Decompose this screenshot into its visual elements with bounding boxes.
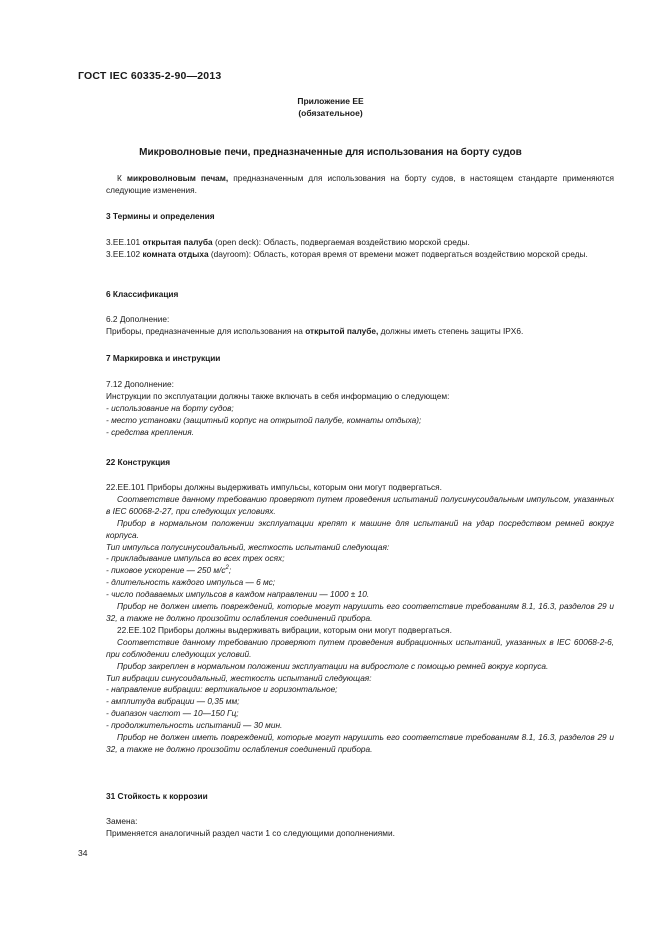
intro-post: предназначенным для использования на борту судов, в настоящем стандарте применяются следующие изменения. bbox=[106, 173, 614, 195]
annex-status: (обязательное) bbox=[298, 108, 363, 118]
s22-p14: - направление вибрации: вертикальное и горизонтальное; bbox=[106, 684, 338, 695]
def-101-number: 3.ЕЕ.101 bbox=[106, 237, 143, 247]
section-7-line-2: Инструкции по эксплуатации должны также включать в себя информацию о следующем: bbox=[106, 390, 450, 401]
def-102-text: (dayroom): Область, которая время от времени может подвергаться воздействию морской среды. bbox=[208, 248, 588, 259]
s22-p11: Соответствие данному требованию проверяют путем проведения вибрационных испытаний, указанных в IEC 60068-2-6, при соблюдении следующих условий. bbox=[106, 636, 614, 659]
s22-p10: 22.ЕЕ.102 Приборы должны выдерживать вибрации, которым они могут подвергаться. bbox=[117, 624, 452, 635]
s22-p12: Прибор закреплен в нормальном положении эксплуатации на вибростоле с помощью ремней вокруг корпуса. bbox=[117, 660, 549, 671]
s22-p1: 22.ЕЕ.101 Приборы должны выдерживать импульсы, которым они могут подвергаться. bbox=[106, 482, 442, 492]
s22-p6-end: ; bbox=[228, 565, 232, 576]
section-3-heading: 3 Термины и определения bbox=[106, 211, 215, 221]
section-31-body bbox=[106, 816, 614, 840]
section-7-line-1: 7.12 Дополнение: bbox=[106, 379, 174, 389]
section-6-line-2-bold: открытой палубе, bbox=[305, 325, 379, 336]
section-31-heading: 31 Стойкость к коррозии bbox=[106, 791, 208, 801]
s22-p18: Прибор не должен иметь повреждений, которые могут нарушить его соответствие требованиям 8.1, 16.3, разделов 29 и 32, а также не должно произойти ослабления соединений прибора. bbox=[106, 732, 614, 754]
s22-p17: - продолжительность испытаний — 30 мин. bbox=[106, 720, 283, 731]
intro-term: микроволновым печам, bbox=[126, 173, 229, 183]
document-header: ГОСТ IEC 60335-2-90—2013 bbox=[78, 70, 222, 82]
section-31-line-1: Замена: bbox=[106, 816, 138, 826]
intro-paragraph bbox=[106, 173, 614, 197]
section-7-line-3: - использование на борту судов; bbox=[106, 402, 234, 413]
main-title: Микроволновые печи, предназначенные для использования на борту судов bbox=[139, 147, 522, 158]
section-22-body bbox=[106, 482, 614, 756]
section-7-line-4: - место установки (защитный корпус на открытой палубе, комнаты отдыха); bbox=[106, 414, 422, 425]
section-3-definitions bbox=[106, 237, 614, 261]
s22-p7: - длительность каждого импульса — 6 мс; bbox=[106, 577, 276, 588]
section-7-heading: 7 Маркировка и инструкции bbox=[106, 353, 221, 363]
def-101-text: (open deck): Область, подвергаемая воздействию морской среды. bbox=[212, 237, 470, 247]
section-7-body bbox=[106, 379, 614, 439]
s22-p6-text: - пиковое ускорение — 250 м/с bbox=[106, 565, 226, 576]
section-22-heading: 22 Конструкция bbox=[106, 457, 171, 467]
section-6-line-2-pre: Приборы, предназначенные для использования на bbox=[106, 325, 306, 336]
section-6-line-1: 6.2 Дополнение: bbox=[106, 314, 170, 324]
s22-p6-sup: 2 bbox=[225, 565, 229, 572]
section-31-line-2: Применяется аналогичный раздел части 1 со следующими дополнениями. bbox=[106, 827, 395, 838]
s22-p8: - число подаваемых импульсов в каждом направлении — 1000 ± 10. bbox=[106, 589, 370, 600]
s22-p2: Соответствие данному требованию проверяют путем проведения испытаний полусинусоидальным импульсом, указанных в IEC 60068-2-27, при следующих условиях. bbox=[106, 493, 614, 516]
def-102-term: комната отдыха bbox=[142, 248, 209, 259]
s22-p3: Прибор в нормальном положении эксплуатации крепят к машине для испытаний на удар посредством ремней вокруг корпуса. bbox=[106, 517, 614, 540]
section-6-line-2-post: должны иметь степень защиты IPX6. bbox=[378, 325, 524, 336]
s22-p4: Тип импульса полусинусоидальный, жесткость испытаний следующая: bbox=[106, 541, 390, 552]
section-7-line-5: - средства крепления. bbox=[106, 426, 194, 437]
s22-p15: - амплитуда вибрации — 0,35 мм; bbox=[106, 696, 240, 707]
s22-p6 bbox=[106, 565, 614, 577]
annex-title: Приложение ЕЕ bbox=[297, 96, 364, 106]
s22-p16: - диапазон частот — 10—150 Гц; bbox=[106, 708, 239, 719]
section-6-heading: 6 Классификация bbox=[106, 289, 179, 299]
s22-p13: Тип вибрации синусоидальный, жесткость испытаний следующая: bbox=[106, 672, 372, 683]
page-number: 34 bbox=[78, 848, 88, 858]
intro-pre: К bbox=[117, 173, 127, 183]
section-6-body bbox=[106, 314, 614, 338]
def-101-term: открытая палуба bbox=[142, 237, 213, 247]
s22-p9: Прибор не должен иметь повреждений, которые могут нарушить его соответствие требованиям 8.1, 16.3, разделов 29 и 32, а также не должно произойти ослабления соединений прибора. bbox=[106, 601, 614, 623]
s22-p5: - прикладывание импульса во всех трех осях; bbox=[106, 553, 285, 564]
def-102-number: 3.ЕЕ.102 bbox=[106, 248, 143, 259]
